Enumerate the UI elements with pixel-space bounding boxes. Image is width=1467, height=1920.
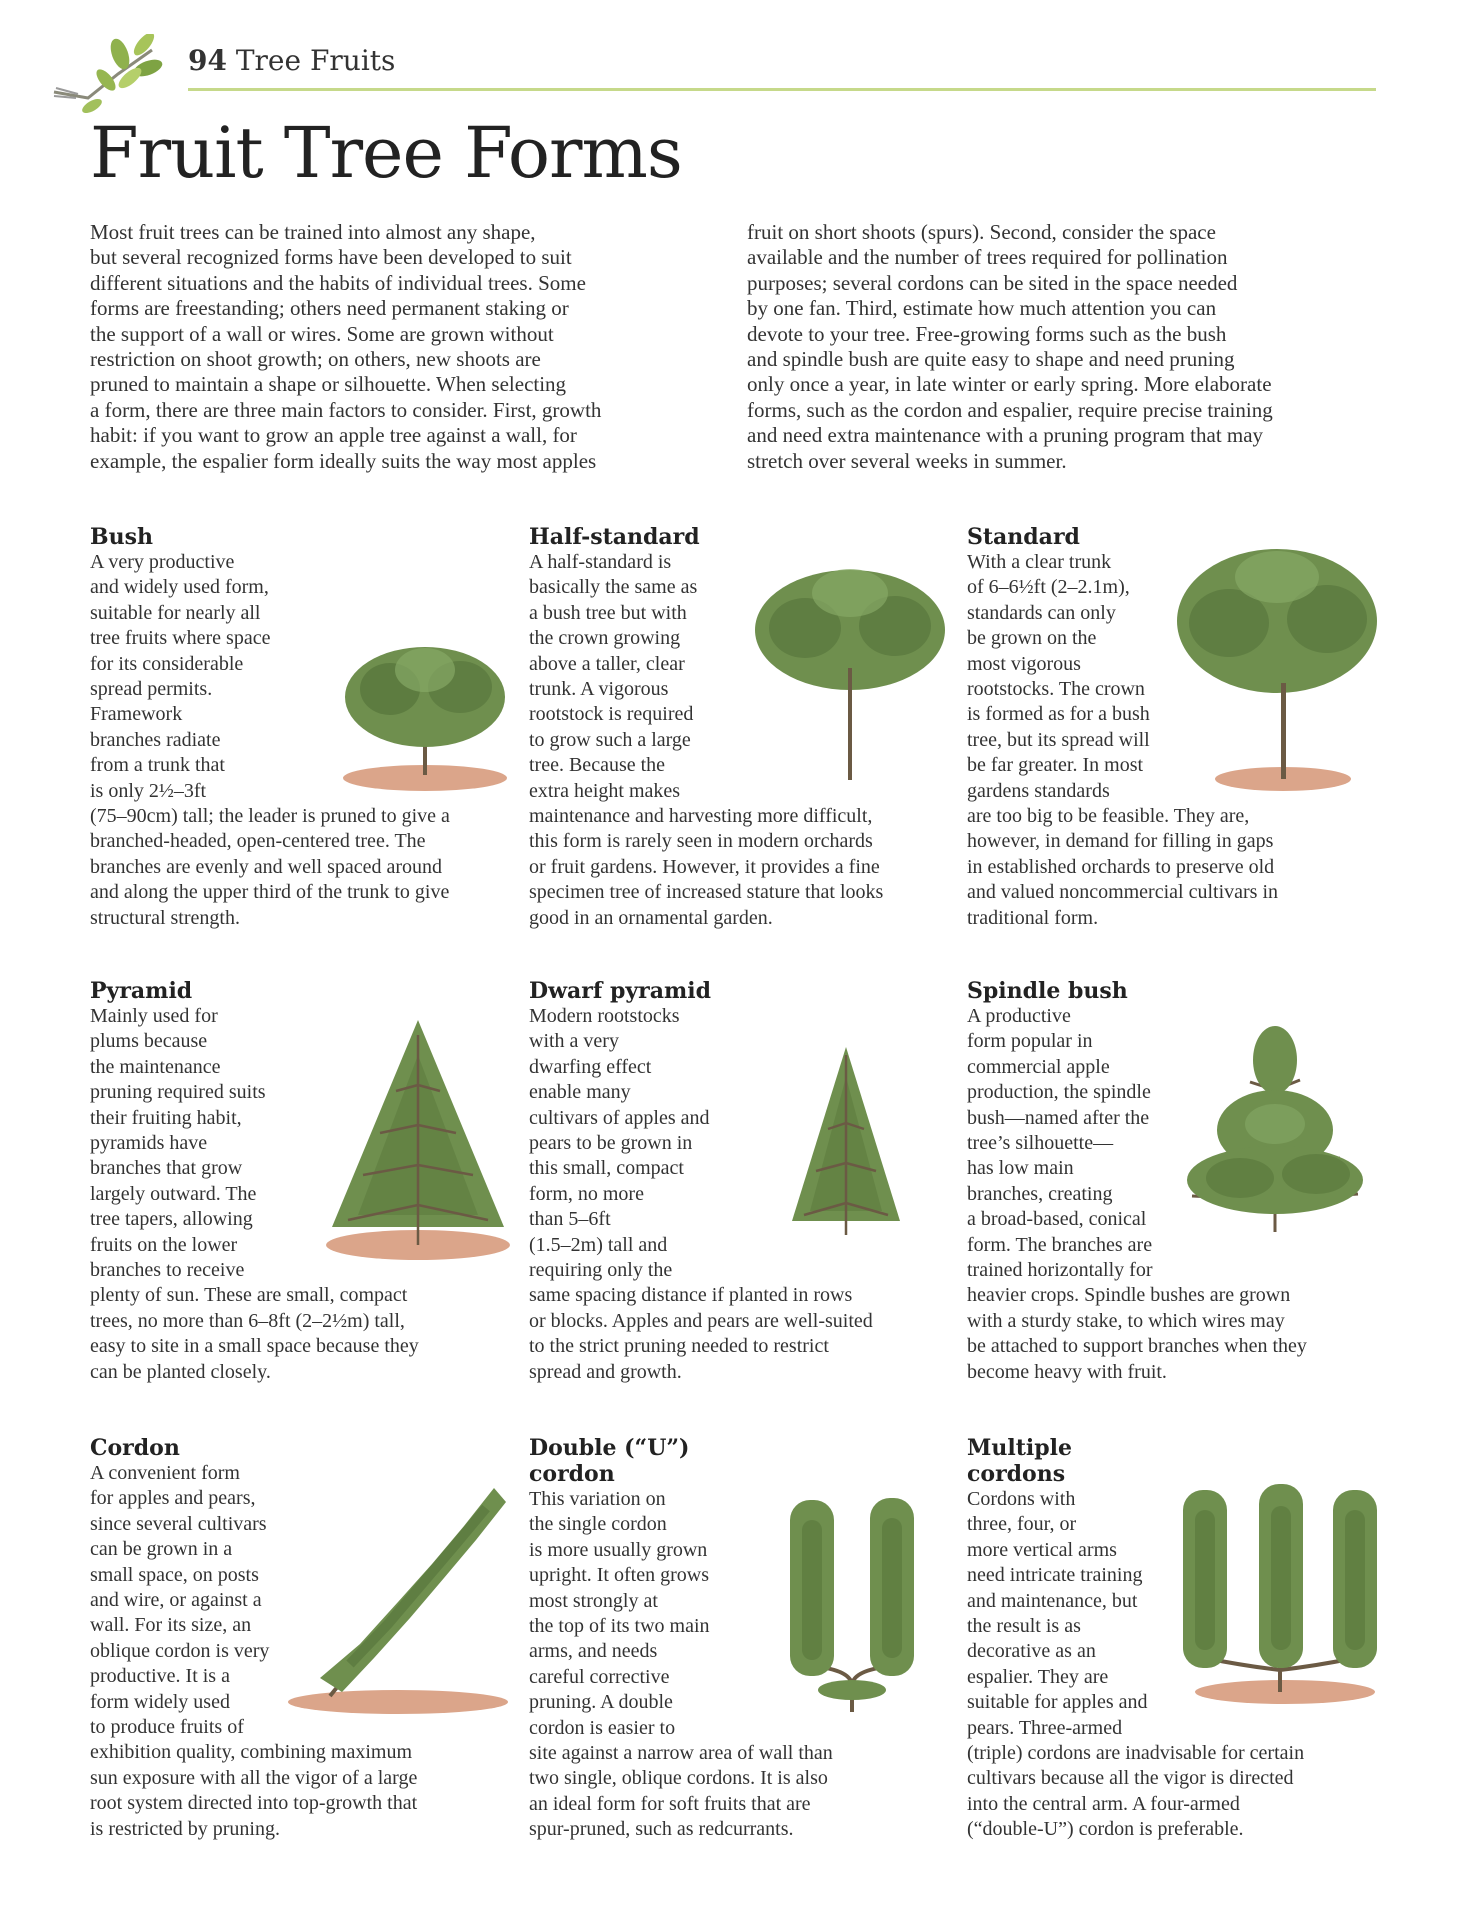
text-line: is restricted by pruning. bbox=[90, 1817, 280, 1840]
standard-title: Standard bbox=[967, 524, 1080, 550]
dwarf-pyramid-tree-illustration bbox=[786, 1043, 906, 1238]
text-line: can be grown in a bbox=[90, 1538, 233, 1561]
text-line: small space, on posts bbox=[90, 1563, 259, 1586]
text-line: trunk. A vigorous bbox=[529, 678, 669, 701]
intro-line: example, the espalier form ideally suits the way most apples bbox=[90, 448, 597, 473]
text-line: A productive bbox=[967, 1005, 1071, 1027]
text-line: suitable for apples and bbox=[967, 1691, 1148, 1714]
spindle-bush-tree-illustration bbox=[1180, 1020, 1370, 1240]
text-line: two single, oblique cordons. It is also bbox=[529, 1767, 828, 1790]
intro-line: pruned to maintain a shape or silhouette. When selecting bbox=[90, 372, 567, 397]
text-line: spur-pruned, such as redcurrants. bbox=[529, 1818, 794, 1841]
text-line: traditional form. bbox=[967, 906, 1099, 929]
text-line: oblique cordon is very bbox=[90, 1639, 270, 1662]
multiple-cordons-tree-illustration bbox=[1175, 1480, 1385, 1705]
text-line: Cordons with bbox=[967, 1488, 1076, 1510]
page-header bbox=[188, 44, 395, 77]
text-line: espalier. They are bbox=[967, 1665, 1109, 1688]
text-line: easy to site in a small space because they bbox=[90, 1335, 419, 1358]
text-line: plums because bbox=[90, 1030, 208, 1053]
text-line: however, in demand for filling in gaps bbox=[967, 830, 1274, 853]
text-line: structural strength. bbox=[90, 906, 240, 929]
text-line: with a sturdy stake, to which wires may bbox=[967, 1309, 1285, 1332]
text-line: above a taller, clear bbox=[529, 652, 685, 675]
text-line: (“double-U”) cordon is preferable. bbox=[967, 1818, 1244, 1841]
text-line: pruning. A double bbox=[529, 1691, 673, 1714]
text-line: cultivars because all the vigor is directed bbox=[967, 1767, 1294, 1790]
text-line: specimen tree of increased stature that looks bbox=[529, 881, 884, 904]
text-line: for apples and pears, bbox=[90, 1487, 256, 1510]
cordon-tree-illustration bbox=[280, 1478, 515, 1718]
text-line: sun exposure with all the vigor of a large bbox=[90, 1766, 418, 1789]
text-line: is more usually grown bbox=[529, 1538, 708, 1561]
text-line: branched-headed, open-centered tree. The bbox=[90, 830, 426, 853]
text-line: form popular in bbox=[967, 1030, 1093, 1053]
text-line: tree, but its spread will bbox=[967, 728, 1150, 751]
text-line: fruits on the lower bbox=[90, 1233, 238, 1256]
text-line: (1.5–2m) tall and bbox=[529, 1233, 668, 1256]
section-name: Tree Fruits bbox=[235, 44, 396, 77]
intro-line: habit: if you want to grow an apple tree against a wall, for bbox=[90, 423, 577, 448]
text-line: is only 2½–3ft bbox=[90, 779, 207, 802]
text-line: commercial apple bbox=[967, 1055, 1110, 1078]
intro-line: available and the number of trees required for pollination bbox=[747, 245, 1228, 270]
text-line: and widely used form, bbox=[90, 576, 269, 599]
intro-left-column bbox=[90, 220, 690, 474]
text-line: wall. For its size, an bbox=[90, 1614, 252, 1637]
header-rule bbox=[188, 88, 1376, 91]
text-line: spread permits. bbox=[90, 678, 213, 701]
text-line: trees, no more than 6–8ft (2–2½m) tall, bbox=[90, 1309, 405, 1332]
text-line: tree’s silhouette— bbox=[967, 1132, 1114, 1155]
text-line: branches that grow bbox=[90, 1157, 243, 1180]
text-line: of 6–6½ft (2–2.1m), bbox=[967, 576, 1130, 599]
text-line: maintenance and harvesting more difficult, bbox=[529, 805, 873, 828]
half-standard-title: Half-standard bbox=[529, 524, 700, 550]
text-line: is formed as for a bush bbox=[967, 703, 1150, 726]
text-line: branches to receive bbox=[90, 1259, 245, 1282]
text-line: with a very bbox=[529, 1030, 619, 1053]
intro-line: the support of a wall or wires. Some are grown without bbox=[90, 321, 554, 346]
spindle-bush-title: Spindle bush bbox=[967, 978, 1128, 1004]
text-line: in established orchards to preserve old bbox=[967, 855, 1275, 878]
text-line: to the strict pruning needed to restrict bbox=[529, 1335, 829, 1358]
intro-line: by one fan. Third, estimate how much attention you can bbox=[747, 296, 1217, 321]
intro-line: Most fruit trees can be trained into almost any shape, bbox=[90, 220, 536, 244]
text-line: most strongly at bbox=[529, 1589, 658, 1612]
text-line: or blocks. Apples and pears are well-suited bbox=[529, 1309, 873, 1332]
text-line: or fruit gardens. However, it provides a fine bbox=[529, 855, 880, 878]
text-line: pears. Three-armed bbox=[967, 1716, 1123, 1739]
page-title: Fruit Tree Forms bbox=[90, 112, 682, 194]
text-line: plenty of sun. These are small, compact bbox=[90, 1284, 408, 1307]
text-line: heavier crops. Spindle bushes are grown bbox=[967, 1284, 1291, 1307]
text-line: This variation on bbox=[529, 1488, 666, 1510]
text-line: has low main bbox=[967, 1157, 1074, 1180]
dwarf-pyramid-title: Dwarf pyramid bbox=[529, 978, 712, 1004]
text-line: an ideal form for soft fruits that are bbox=[529, 1792, 811, 1815]
double-cordon-tree-illustration bbox=[772, 1490, 932, 1720]
text-line: need intricate training bbox=[967, 1564, 1143, 1587]
text-line: form widely used bbox=[90, 1690, 230, 1713]
text-line: good in an ornamental garden. bbox=[529, 906, 773, 929]
text-line: since several cultivars bbox=[90, 1512, 267, 1535]
text-line: the result is as bbox=[967, 1615, 1081, 1638]
text-line: be far greater. In most bbox=[967, 754, 1144, 777]
intro-line: different situations and the habits of individual trees. Some bbox=[90, 270, 586, 295]
text-line: form, no more bbox=[529, 1182, 644, 1205]
text-line: productive. It is a bbox=[90, 1665, 230, 1688]
text-line: branches radiate bbox=[90, 728, 221, 751]
text-line: Modern rootstocks bbox=[529, 1005, 680, 1027]
text-line: most vigorous bbox=[967, 652, 1081, 675]
text-line: more vertical arms bbox=[967, 1538, 1117, 1561]
text-line: pyramids have bbox=[90, 1132, 208, 1155]
text-line: the single cordon bbox=[529, 1513, 667, 1536]
text-line: production, the spindle bbox=[967, 1081, 1151, 1104]
title-line: cordon bbox=[529, 1461, 615, 1487]
intro-line: restriction on shoot growth; on others, new shoots are bbox=[90, 347, 541, 372]
text-line: three, four, or bbox=[967, 1513, 1077, 1536]
text-line: largely outward. The bbox=[90, 1182, 257, 1205]
text-line: extra height makes bbox=[529, 779, 681, 802]
text-line: form. The branches are bbox=[967, 1233, 1153, 1256]
text-line: the maintenance bbox=[90, 1055, 221, 1078]
intro-line: stretch over several weeks in summer. bbox=[747, 448, 1067, 473]
standard-tree-illustration bbox=[1165, 533, 1385, 793]
text-line: and valued noncommercial cultivars in bbox=[967, 881, 1279, 904]
text-line: tree. Because the bbox=[529, 754, 666, 777]
text-line: dwarfing effect bbox=[529, 1055, 652, 1078]
text-line: (75–90cm) tall; the leader is pruned to give a bbox=[90, 805, 450, 828]
text-line: root system directed into top-growth that bbox=[90, 1792, 418, 1815]
text-line: are too big to be feasible. They are, bbox=[967, 805, 1250, 828]
text-line: from a trunk that bbox=[90, 754, 225, 777]
page-number: 94 bbox=[188, 44, 227, 77]
intro-line: and need extra maintenance with a pruning program that may bbox=[747, 423, 1264, 448]
intro-line: purposes; several cordons can be sited in the space needed bbox=[747, 270, 1238, 295]
text-line: branches, creating bbox=[967, 1182, 1113, 1205]
text-line: and wire, or against a bbox=[90, 1589, 262, 1612]
text-line: branches are evenly and well spaced around bbox=[90, 855, 443, 878]
intro-line: and spindle bush are quite easy to shape and need pruning bbox=[747, 347, 1235, 372]
half-standard-tree-illustration bbox=[745, 548, 955, 788]
intro-line: but several recognized forms have been developed to suit bbox=[90, 245, 572, 270]
text-line: cordon is easier to bbox=[529, 1716, 676, 1739]
text-line: this small, compact bbox=[529, 1157, 684, 1180]
text-line: basically the same as bbox=[529, 576, 698, 599]
text-line: a broad-based, conical bbox=[967, 1208, 1147, 1231]
text-line: Framework bbox=[90, 703, 183, 726]
text-line: their fruiting habit, bbox=[90, 1106, 242, 1129]
text-line: cultivars of apples and bbox=[529, 1106, 710, 1129]
title-line: Double (“U”) bbox=[529, 1435, 690, 1461]
text-line: be attached to support branches when they bbox=[967, 1335, 1307, 1358]
text-line: arms, and needs bbox=[529, 1640, 658, 1663]
intro-line: fruit on short shoots (spurs). Second, consider the space bbox=[747, 220, 1216, 244]
text-line: rootstocks. The crown bbox=[967, 678, 1145, 701]
text-line: become heavy with fruit. bbox=[967, 1360, 1167, 1383]
text-line: spread and growth. bbox=[529, 1360, 682, 1383]
text-line: A very productive bbox=[90, 551, 235, 573]
text-line: than 5–6ft bbox=[529, 1208, 611, 1231]
leafy-sprig-icon bbox=[48, 34, 168, 124]
text-line: the crown growing bbox=[529, 627, 681, 650]
title-line: cordons bbox=[967, 1461, 1066, 1487]
pyramid-title: Pyramid bbox=[90, 978, 193, 1004]
text-line: gardens standards bbox=[967, 779, 1110, 802]
text-line: Mainly used for bbox=[90, 1005, 218, 1027]
text-line: pears to be grown in bbox=[529, 1132, 693, 1155]
text-line: for its considerable bbox=[90, 652, 244, 675]
text-line: to grow such a large bbox=[529, 728, 691, 751]
intro-line: only once a year, in late winter or early spring. More elaborate bbox=[747, 372, 1272, 397]
text-line: rootstock is required bbox=[529, 703, 694, 726]
text-line: be grown on the bbox=[967, 627, 1097, 650]
text-line: careful corrective bbox=[529, 1665, 670, 1688]
intro-line: devote to your tree. Free-growing forms such as the bush bbox=[747, 321, 1227, 346]
text-line: pruning required suits bbox=[90, 1081, 266, 1104]
intro-right-column bbox=[747, 220, 1347, 474]
text-line: and along the upper third of the trunk to give bbox=[90, 881, 450, 904]
text-line: exhibition quality, combining maximum bbox=[90, 1741, 413, 1764]
text-line: decorative as an bbox=[967, 1640, 1096, 1663]
intro-line: forms, such as the cordon and espalier, require precise training bbox=[747, 397, 1273, 422]
text-line: same spacing distance if planted in rows bbox=[529, 1284, 853, 1307]
text-line: can be planted closely. bbox=[90, 1360, 271, 1383]
title-line: Multiple bbox=[967, 1435, 1072, 1461]
pyramid-tree-illustration bbox=[318, 1015, 518, 1260]
text-line: this form is rarely seen in modern orchards bbox=[529, 830, 873, 853]
text-line: suitable for nearly all bbox=[90, 601, 261, 624]
text-line: bush—named after the bbox=[967, 1106, 1150, 1129]
text-line: the top of its two main bbox=[529, 1615, 710, 1638]
text-line: standards can only bbox=[967, 601, 1116, 624]
text-line: enable many bbox=[529, 1081, 631, 1104]
bush-title: Bush bbox=[90, 524, 153, 550]
text-line: upright. It often grows bbox=[529, 1564, 709, 1587]
text-line: A convenient form bbox=[90, 1462, 240, 1484]
text-line: (triple) cordons are inadvisable for certain bbox=[967, 1742, 1305, 1765]
text-line: tree fruits where space bbox=[90, 627, 271, 650]
text-line: With a clear trunk bbox=[967, 551, 1112, 573]
text-line: requiring only the bbox=[529, 1259, 673, 1282]
text-line: trained horizontally for bbox=[967, 1259, 1153, 1282]
double-cordon-title bbox=[529, 1435, 939, 1487]
intro-line: forms are freestanding; others need permanent staking or bbox=[90, 296, 569, 321]
text-line: A half-standard is bbox=[529, 551, 672, 573]
text-line: and maintenance, but bbox=[967, 1589, 1138, 1612]
text-line: into the central arm. A four-armed bbox=[967, 1792, 1240, 1815]
cordon-title: Cordon bbox=[90, 1435, 180, 1461]
text-line: tree tapers, allowing bbox=[90, 1208, 253, 1231]
text-line: a bush tree but with bbox=[529, 601, 687, 624]
text-line: site against a narrow area of wall than bbox=[529, 1742, 833, 1765]
intro-line: a form, there are three main factors to consider. First, growth bbox=[90, 397, 602, 422]
bush-tree-illustration bbox=[330, 625, 520, 795]
text-line: to produce fruits of bbox=[90, 1716, 244, 1739]
